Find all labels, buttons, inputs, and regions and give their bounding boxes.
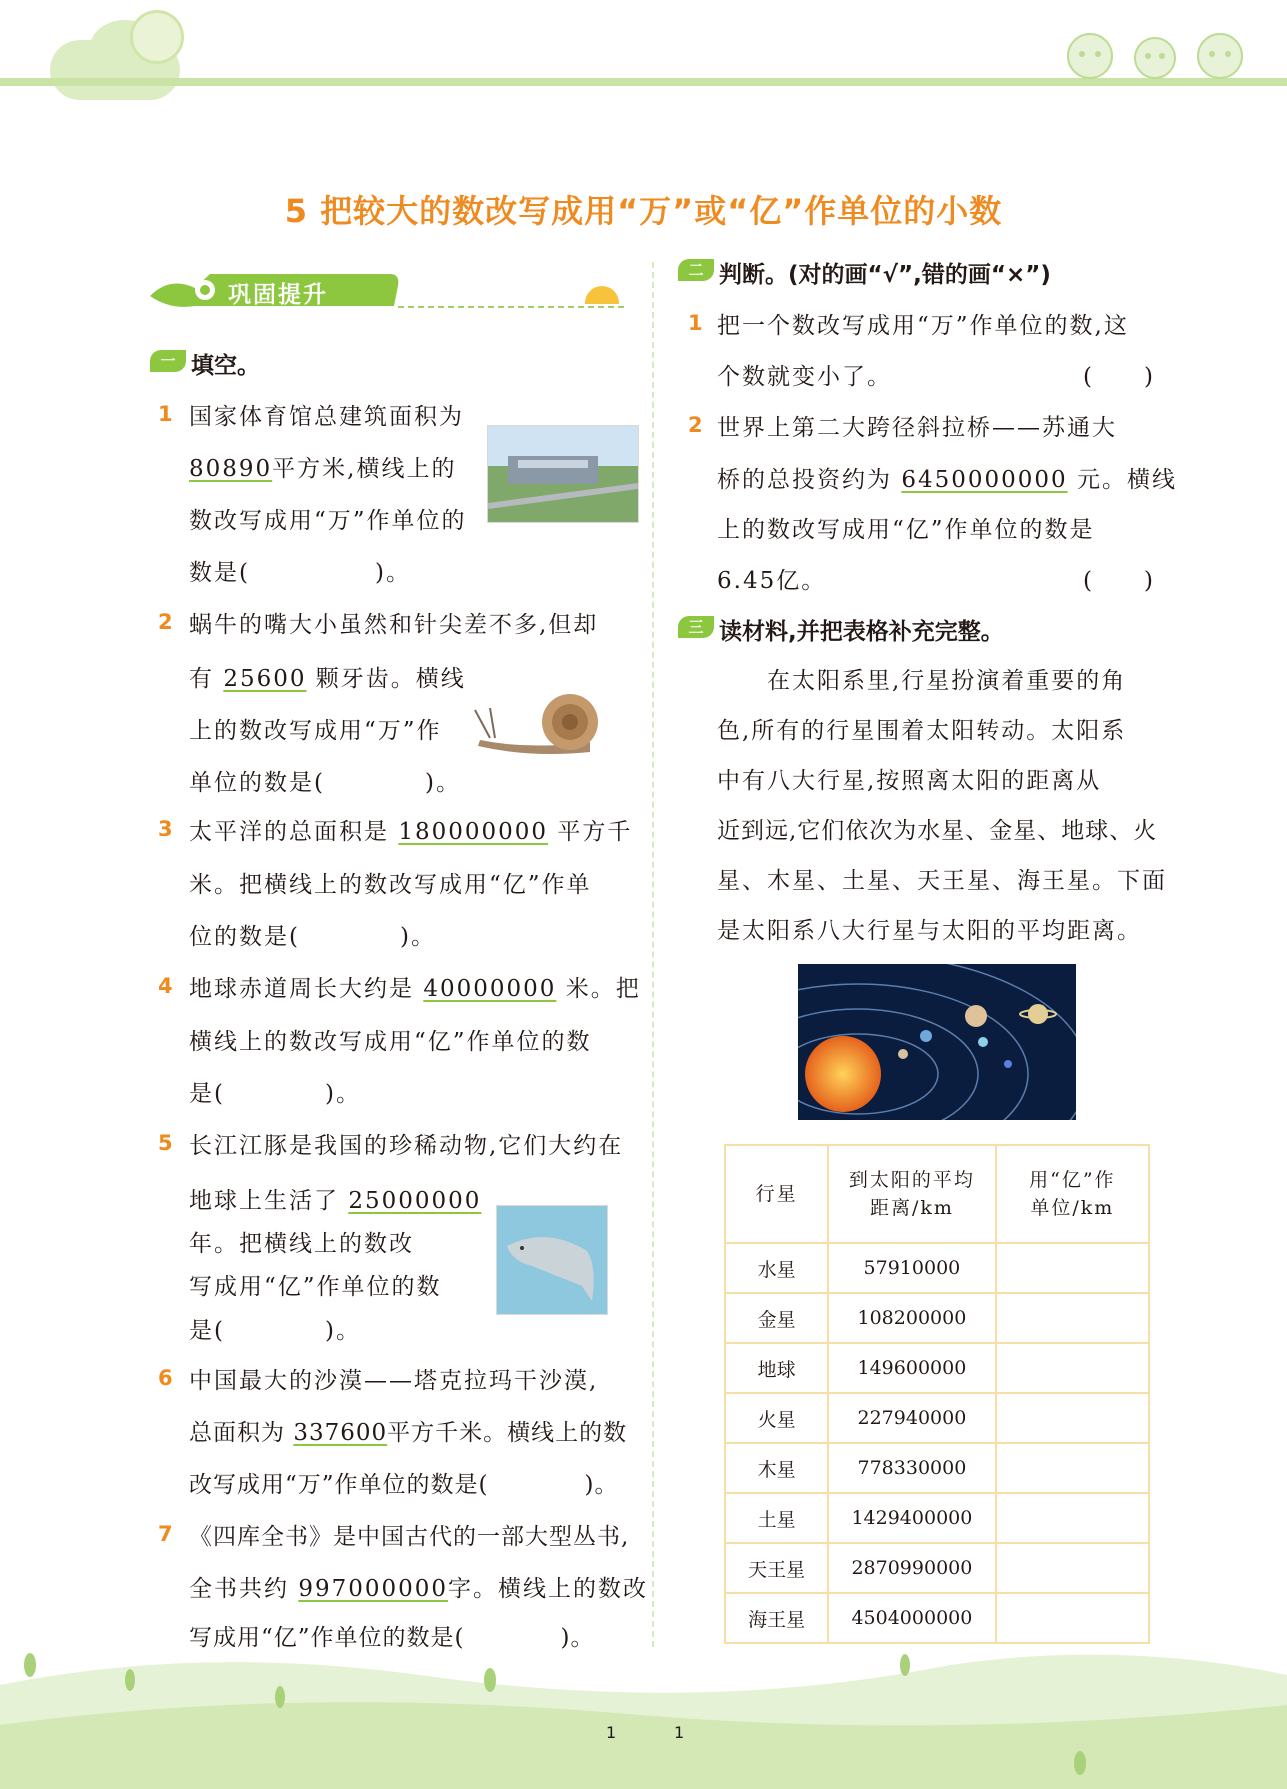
table-row <box>725 1493 1149 1543</box>
question-text: 年。把横线上的数改 <box>189 1231 414 1257</box>
question-text <box>189 1182 481 1215</box>
question-text: 数改写成用“万”作单位的 <box>189 508 467 534</box>
underlined-number: 180000000 <box>398 819 549 845</box>
header-line: 单位/km <box>1030 1197 1115 1219</box>
reading-line: 色,所有的行星围着太阳转动。太阳系 <box>717 718 1127 744</box>
judgment-blank[interactable]: ( ) <box>1083 364 1155 390</box>
underlined-number: 6450000000 <box>901 467 1068 493</box>
question-text-part: 字。横线上的数改 <box>448 1576 649 1602</box>
header-line: 用“亿”作 <box>1029 1169 1116 1191</box>
question-text-part: 有 <box>189 666 214 692</box>
snail-illustration <box>470 680 610 760</box>
question-text-part: 太平洋的总面积是 <box>189 819 389 845</box>
question-text: 写成用“亿”作单位的数 <box>189 1274 442 1300</box>
answer-blank[interactable]: 单位的数是( )。 <box>189 770 461 796</box>
planet-distance: 778330000 <box>828 1443 996 1493</box>
planet-distance: 1429400000 <box>828 1493 996 1543</box>
question-text: 把一个数改写成用“万”作单位的数,这 <box>717 313 1129 339</box>
question-text-part: 平方米,横线上的 <box>272 456 457 482</box>
table-row <box>725 1443 1149 1493</box>
question-number: 2 <box>688 413 703 437</box>
question-text-part: 总面积为 <box>189 1420 285 1446</box>
planet-distance: 2870990000 <box>828 1543 996 1593</box>
section-two-title: 判断。(对的画“√”,错的画“×”) <box>719 262 1051 288</box>
question-text: 横线上的数改写成用“亿”作单位的数 <box>189 1029 592 1055</box>
question-text <box>189 450 456 483</box>
reading-line: 近到远,它们依次为水星、金星、地球、火 <box>717 818 1158 844</box>
underlined-number: 25600 <box>223 666 307 692</box>
answer-cell[interactable] <box>996 1543 1149 1593</box>
stadium-photo <box>487 425 639 523</box>
answer-blank[interactable]: 是( )。 <box>189 1081 361 1107</box>
judgment-blank[interactable]: ( ) <box>1083 568 1155 594</box>
planet-name: 木星 <box>725 1443 828 1493</box>
answer-cell[interactable] <box>996 1493 1149 1543</box>
table-header-row <box>725 1145 1149 1243</box>
question-text: 6.45亿。 <box>717 568 827 594</box>
underlined-number: 25000000 <box>348 1188 482 1214</box>
table-row <box>725 1343 1149 1393</box>
reading-line: 在太阳系里,行星扮演着重要的角 <box>717 668 1127 694</box>
question-text-part: 米。把 <box>565 976 641 1002</box>
question-text: 《四库全书》是中国古代的一部大型丛书, <box>189 1524 630 1550</box>
answer-blank[interactable]: 是( )。 <box>189 1318 361 1344</box>
page-number: 1 <box>606 1723 617 1742</box>
question-text: 个数就变小了。 <box>717 364 892 390</box>
answer-cell[interactable] <box>996 1293 1149 1343</box>
header-line: 距离/km <box>869 1197 954 1219</box>
question-text: 上的数改写成用“万”作 <box>189 718 442 744</box>
planet-name: 金星 <box>725 1293 828 1343</box>
question-text: 中国最大的沙漠——塔克拉玛干沙漠, <box>189 1368 599 1394</box>
table-row <box>725 1593 1149 1643</box>
question-text: 蜗牛的嘴大小虽然和针尖差不多,但却 <box>189 612 599 638</box>
underlined-number: 40000000 <box>423 976 557 1002</box>
section-two-tag: 二 <box>678 259 714 281</box>
planet-name: 火星 <box>725 1393 828 1443</box>
section-one-title: 填空。 <box>191 353 260 379</box>
answer-cell[interactable] <box>996 1393 1149 1443</box>
question-number: 3 <box>158 817 173 841</box>
question-text: 世界上第二大跨径斜拉桥——苏通大 <box>717 415 1117 441</box>
sun-icon <box>130 10 184 64</box>
answer-cell[interactable] <box>996 1243 1149 1293</box>
table-row <box>725 1393 1149 1443</box>
question-text: 长江江豚是我国的珍稀动物,它们大约在 <box>189 1133 624 1159</box>
header-unit-yi <box>996 1145 1149 1243</box>
question-text <box>717 461 1177 494</box>
planet-distance: 4504000000 <box>828 1593 996 1643</box>
answer-cell[interactable] <box>996 1593 1149 1643</box>
planet-distance-table <box>724 1144 1150 1644</box>
question-number: 1 <box>158 402 173 426</box>
table-row <box>725 1243 1149 1293</box>
reading-line: 是太阳系八大行星与太阳的平均距离。 <box>717 918 1142 944</box>
answer-blank[interactable]: 位的数是( )。 <box>189 924 436 950</box>
question-number: 1 <box>688 311 703 335</box>
answer-cell[interactable] <box>996 1343 1149 1393</box>
banner-label: 巩固提升 <box>228 282 328 308</box>
question-text-part: 元。横线 <box>1076 467 1177 493</box>
porpoise-photo <box>496 1205 608 1315</box>
question-number: 4 <box>158 974 173 998</box>
answer-blank[interactable]: 写成用“亿”作单位的数是( )。 <box>189 1625 595 1651</box>
question-text-part: 平方千米。横线上的数 <box>387 1420 628 1446</box>
page-title: 5 把较大的数改写成用“万”或“亿”作单位的小数 <box>284 192 1003 230</box>
planet-name: 土星 <box>725 1493 828 1543</box>
sun-icon <box>585 286 619 304</box>
dotted-divider <box>398 306 624 308</box>
answer-blank[interactable]: 改写成用“万”作单位的数是( )。 <box>189 1472 619 1498</box>
planet-name: 水星 <box>725 1243 828 1293</box>
question-text: 上的数改写成用“亿”作单位的数是 <box>717 517 1095 543</box>
column-divider <box>652 262 654 1647</box>
table-row <box>725 1293 1149 1343</box>
table-row <box>725 1543 1149 1593</box>
question-text: 米。把横线上的数改写成用“亿”作单 <box>189 872 592 898</box>
planet-distance: 149600000 <box>828 1343 996 1393</box>
planet-name: 海王星 <box>725 1593 828 1643</box>
section-three-tag: 三 <box>678 616 714 638</box>
question-text-part: 桥的总投资约为 <box>717 467 892 493</box>
underlined-number: 80890 <box>189 456 273 482</box>
reading-line: 星、木星、土星、天王星、海王星。下面 <box>717 868 1167 894</box>
question-number: 7 <box>158 1522 173 1546</box>
underlined-number: 997000000 <box>298 1576 449 1602</box>
question-number: 5 <box>158 1131 173 1155</box>
question-text <box>189 1414 627 1447</box>
planet-distance: 57910000 <box>828 1243 996 1293</box>
question-text-part: 全书共约 <box>189 1576 289 1602</box>
question-text <box>189 813 632 846</box>
underlined-number: 337600 <box>293 1420 388 1446</box>
question-text-part: 地球上生活了 <box>189 1188 339 1214</box>
page-number: 1 <box>674 1723 685 1742</box>
section-three-title: 读材料,并把表格补充完整。 <box>719 619 1004 645</box>
answer-blank[interactable]: 数是( )。 <box>189 560 411 586</box>
question-text <box>189 1570 648 1603</box>
planet-distance: 227940000 <box>828 1393 996 1443</box>
question-text-part: 颗牙齿。横线 <box>315 666 466 692</box>
planet-name: 天王星 <box>725 1543 828 1593</box>
answer-cell[interactable] <box>996 1443 1149 1493</box>
question-text <box>189 660 466 693</box>
header-line: 到太阳的平均 <box>848 1169 975 1191</box>
section-one-tag: 一 <box>150 350 186 372</box>
solar-system-image <box>798 964 1076 1120</box>
reading-line: 中有八大行星,按照离太阳的距离从 <box>717 768 1102 794</box>
animal-faces-decoration <box>1060 28 1250 80</box>
question-text: 国家体育馆总建筑面积为 <box>189 404 464 430</box>
question-number: 2 <box>158 610 173 634</box>
header-distance <box>828 1145 996 1243</box>
question-text <box>189 970 641 1003</box>
footer-landscape <box>0 1645 1287 1789</box>
planet-distance: 108200000 <box>828 1293 996 1343</box>
header-planet: 行星 <box>725 1145 828 1243</box>
question-number: 6 <box>158 1366 173 1390</box>
question-text-part: 地球赤道周长大约是 <box>189 976 414 1002</box>
question-text-part: 平方千 <box>557 819 633 845</box>
planet-name: 地球 <box>725 1343 828 1393</box>
